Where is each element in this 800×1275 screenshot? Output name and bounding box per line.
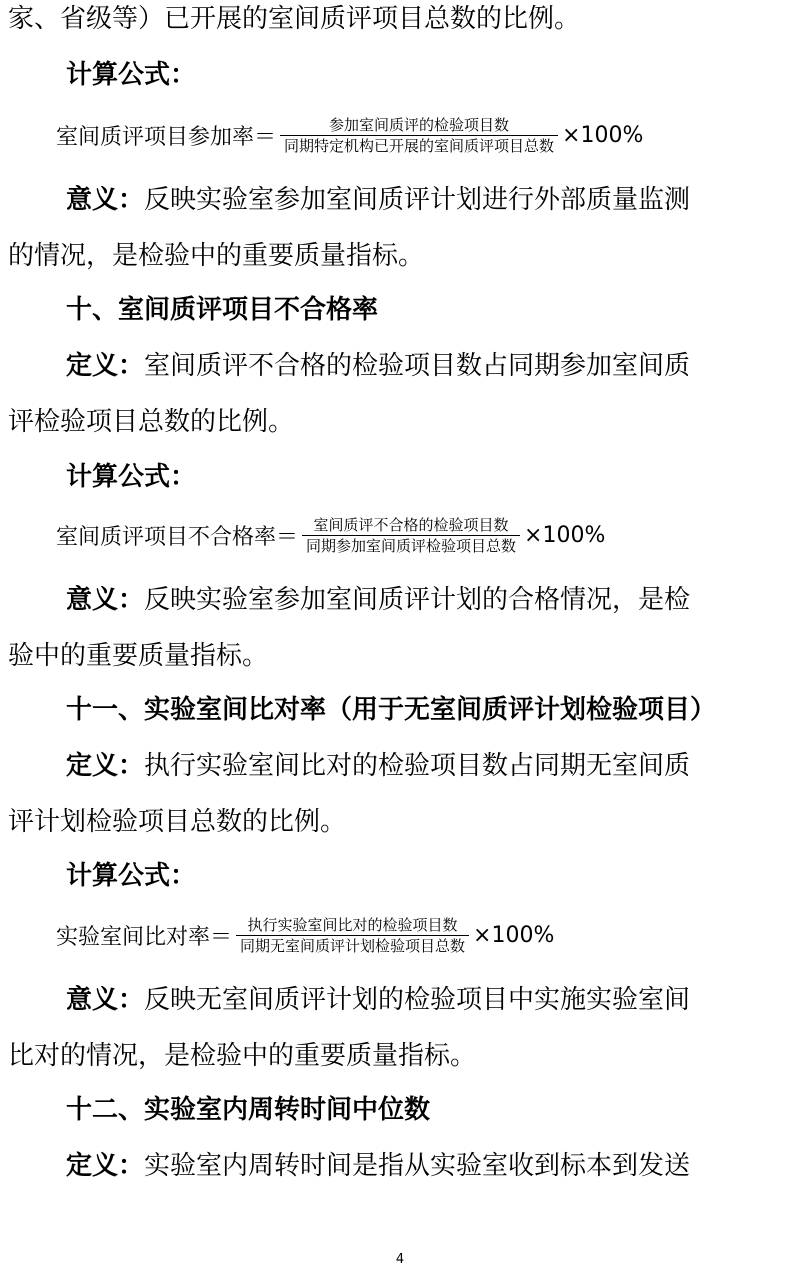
formula-label: 计算公式：: [66, 60, 197, 90]
meaning-label: 意义：: [66, 185, 145, 215]
meaning-label: 意义：: [66, 985, 145, 1015]
denominator: 同期参加室间质评检验项目总数: [306, 537, 517, 555]
paragraph-line: 比对的情况，是检验中的重要质量指标。: [8, 1041, 477, 1071]
formula-interlab-comparison-rate: [56, 915, 554, 956]
meaning-label: 意义：: [66, 585, 145, 615]
meaning-text: 反映实验室参加室间质评计划的合格情况，是检: [144, 585, 691, 615]
formula-lhs: 室间质评项目参加率＝: [56, 125, 277, 150]
numerator: 室间质评不合格的检验项目数: [313, 516, 509, 534]
paragraph-line: 的情况，是检验中的重要质量指标。: [8, 241, 425, 271]
denominator: 同期特定机构已开展的室间质评项目总数: [284, 137, 555, 155]
meaning-text: 反映无室间质评计划的检验项目中实施实验室间: [144, 985, 691, 1015]
paragraph-line: [0, 183, 800, 217]
denominator: 同期无室间质评计划检验项目总数: [240, 937, 466, 955]
paragraph-line: [0, 983, 800, 1017]
formula-lhs: 实验室间比对率＝: [56, 925, 233, 950]
meaning-text: 反映实验室参加室间质评计划进行外部质量监测: [144, 185, 691, 215]
multiplier: ×100%: [473, 923, 555, 948]
paragraph-line: [0, 749, 800, 783]
paragraph-line: 家、省级等）已开展的室间质评项目总数的比例。: [8, 4, 581, 34]
definition-text: 室间质评不合格的检验项目数占同期参加室间质: [144, 351, 691, 381]
formula-lhs: 室间质评项目不合格率＝: [56, 525, 299, 550]
paragraph-line: [0, 349, 800, 383]
section-heading-11: 十一、实验室间比对率（用于无室间质评计划检验项目）: [66, 695, 717, 725]
fraction: [302, 515, 520, 556]
formula-failure-rate: [56, 515, 605, 556]
fraction: [236, 915, 469, 956]
definition-text: 执行实验室间比对的检验项目数占同期无室间质: [144, 751, 691, 781]
numerator: 参加室间质评的检验项目数: [329, 116, 510, 134]
paragraph-line: 验中的重要质量指标。: [8, 641, 269, 671]
section-heading-10: 十、室间质评项目不合格率: [66, 295, 379, 325]
formula-label: 计算公式：: [66, 462, 197, 492]
fraction: [280, 115, 558, 156]
paragraph-line: 评计划检验项目总数的比例。: [8, 807, 347, 837]
numerator: 执行实验室间比对的检验项目数: [247, 916, 458, 934]
paragraph-line: [0, 1149, 800, 1183]
paragraph-line: 评检验项目总数的比例。: [8, 407, 295, 437]
multiplier: ×100%: [562, 123, 644, 148]
page-number: 4: [395, 1252, 405, 1267]
multiplier: ×100%: [524, 523, 606, 548]
definition-text: 实验室内周转时间是指从实验室收到标本到发送: [144, 1151, 691, 1181]
paragraph-line: [0, 583, 800, 617]
section-heading-12: 十二、实验室内周转时间中位数: [66, 1095, 431, 1125]
definition-label: 定义：: [66, 351, 145, 381]
formula-label: 计算公式：: [66, 861, 197, 891]
definition-label: 定义：: [66, 1151, 145, 1181]
formula-participation-rate: [56, 115, 643, 156]
definition-label: 定义：: [66, 751, 145, 781]
